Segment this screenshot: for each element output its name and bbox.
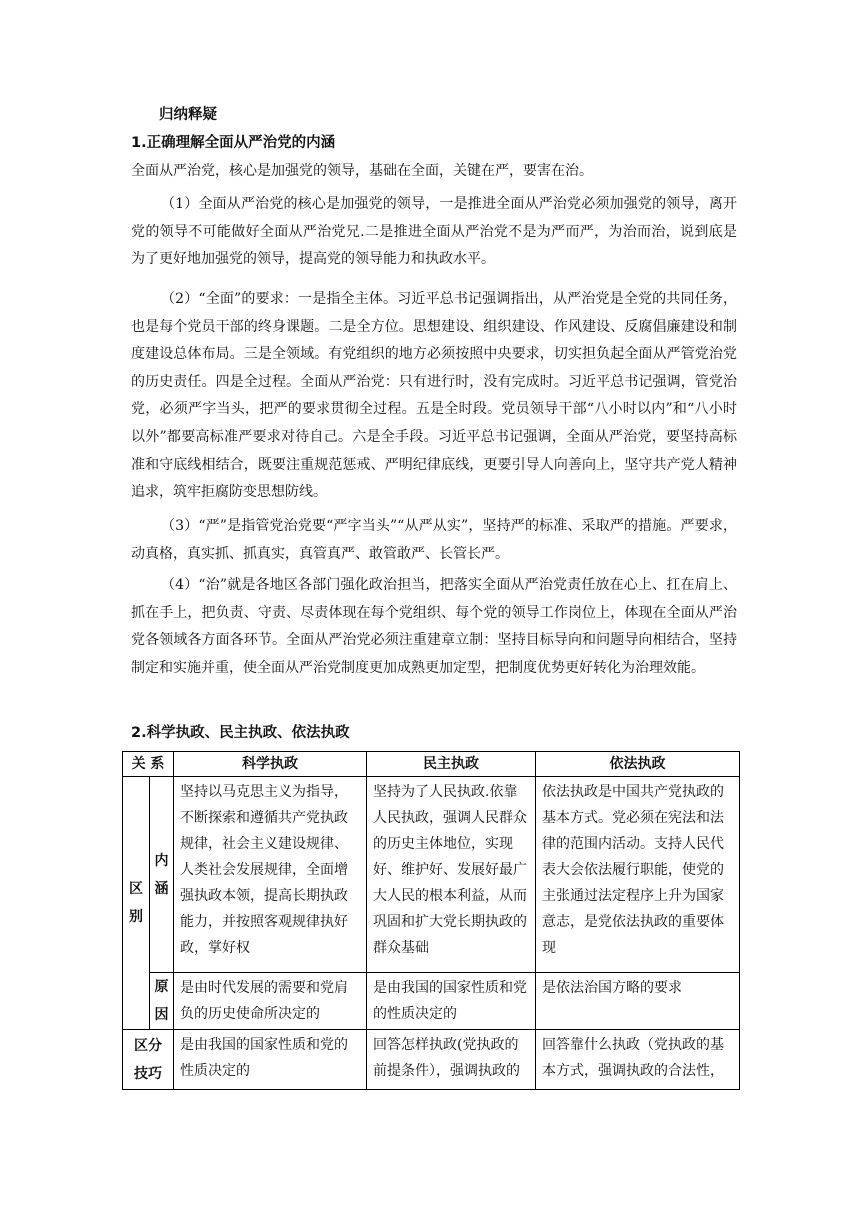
table-header-row xyxy=(123,752,740,777)
header-lawful: 依法执政 xyxy=(536,752,740,777)
group-label-cell xyxy=(123,777,150,1030)
cell-neihan-democratic: 坚持为了人民执政.依靠人民执政，强调人民群众的历史主体地位，实现好、维护好、发展好最广大人民的根本利益，从而巩固和扩大党长期执政的群众基础 xyxy=(367,777,536,973)
paragraph-1: （1）全面从严治党的核心是加强党的领导，一是推进全面从严治党必须加强党的领导，离开党的领导不可能做好全面从严治党兄.二是推进全面从严治党不是为严而严，为治而治，说到底是为了更好地加强党的领导，提高党的领导能力和执政水平。 xyxy=(131,196,737,268)
cell-neihan-lawful: 依法执政是中国共产党执政的基本方式。党必须在宪法和法律的范围内活动。支持人民代表大会依法履行职能，使党的主张通过法定程序上升为国家意志，是党依法执政的重要体现 xyxy=(536,777,740,973)
cell-yuanyin-lawful: 是依法治国方略的要求 xyxy=(536,973,740,1030)
header-scientific: 科学执政 xyxy=(174,752,367,777)
cell-neihan-scientific: 坚持以马克思主义为指导，不断探索和遵循共产党执政规律，社会主义建设规律、人类社会发展规律，全面增强执政本领，提高长期执政能力，并按照客观规律执好政，掌好权 xyxy=(174,777,367,973)
row-label-neihan: 内涵 xyxy=(154,852,169,897)
paragraph-3: （3）“严”是指管党治党要“严字当头”“从严从实”，坚持严的标准、采取严的措施。严要求，动真格，真实抓、抓真实，真管真严、敢管敢严、长管长严。 xyxy=(131,518,737,562)
row-label-qufen-cell xyxy=(123,1030,174,1090)
heading-2: 2.科学执政、民主执政、依法执政 xyxy=(131,725,350,741)
row-label-yuanyin-cell xyxy=(150,973,174,1030)
row-label-neihan-cell xyxy=(150,777,174,973)
table-row-yuanyin xyxy=(123,973,740,1030)
section-title: 归纳释疑 xyxy=(159,107,217,123)
paragraph-4: （4）“治”就是各地区各部门强化政治担当，把落实全面从严治党责任放在心上、扛在肩上、抓在手上，把负责、守责、尽责体现在每个党组织、每个党的领导工作岗位上，体现在全面从严治党各领域各方面各环节。全面从严治党必须注重建章立制：坚持目标导向和问题导向相结合，坚持制定和实施并重，使全面从严治党制度更加成熟更加定型，把制度优势更好转化为治理效能。 xyxy=(131,577,737,676)
cell-qufen-scientific: 是由我国的国家性质和党的性质决定的 xyxy=(174,1030,367,1090)
header-democratic: 民主执政 xyxy=(367,752,536,777)
table-row-qufen xyxy=(123,1030,740,1090)
heading-1: 1.正确理解全面从严治党的内涵 xyxy=(131,135,336,151)
cell-qufen-lawful: 回答靠什么执政（党执政的基本方式，强调执政的合法性， xyxy=(536,1030,740,1090)
row-label-yuanyin: 原因 xyxy=(154,979,169,1023)
intro-paragraph: 全面从严治党，核心是加强党的领导，基础在全面，关键在严，要害在治。 xyxy=(131,163,593,179)
row-label-qufen: 区分技巧 xyxy=(134,1037,162,1082)
cell-yuanyin-democratic: 是由我国的国家性质和党的性质决定的 xyxy=(367,973,536,1030)
cell-qufen-democratic: 回答怎样执政(党执政的前提条件），强调执政的 xyxy=(367,1030,536,1090)
group-label: 区别 xyxy=(129,881,143,925)
comparison-table xyxy=(122,751,740,1090)
paragraph-2: （2）“全面”的要求：一是指全主体。习近平总书记强调指出，从严治党是全党的共同任务，也是每个党员干部的终身课题。二是全方位。思想建设、组织建设、作风建设、反腐倡廉建设和制度建设总体布局。三是全领域。有党组织的地方必须按照中央要求，切实担负起全面从严管党治党的历史责任。四是全过程。全面从严治党：只有进行时，没有完成时。习近平总书记强调，管党治党，必须严字当头，把严的要求贯彻全过程。五是全时段。党员领导干部“八小时以内”和“八小时以外”都要高标准严要求对待自己。六是全手段。习近平总书记强调，全面从严治党，要坚持高标准和守底线相结合，既要注重规范惩戒、严明纪律底线，更要引导人向善向上，坚守共产党人精神追求，筑牢拒腐防变思想防线。 xyxy=(131,291,737,501)
table-row-neihan xyxy=(123,777,740,973)
cell-yuanyin-scientific: 是由时代发展的需要和党肩负的历史使命所决定的 xyxy=(174,973,367,1030)
header-relation: 关 系 xyxy=(123,752,174,777)
